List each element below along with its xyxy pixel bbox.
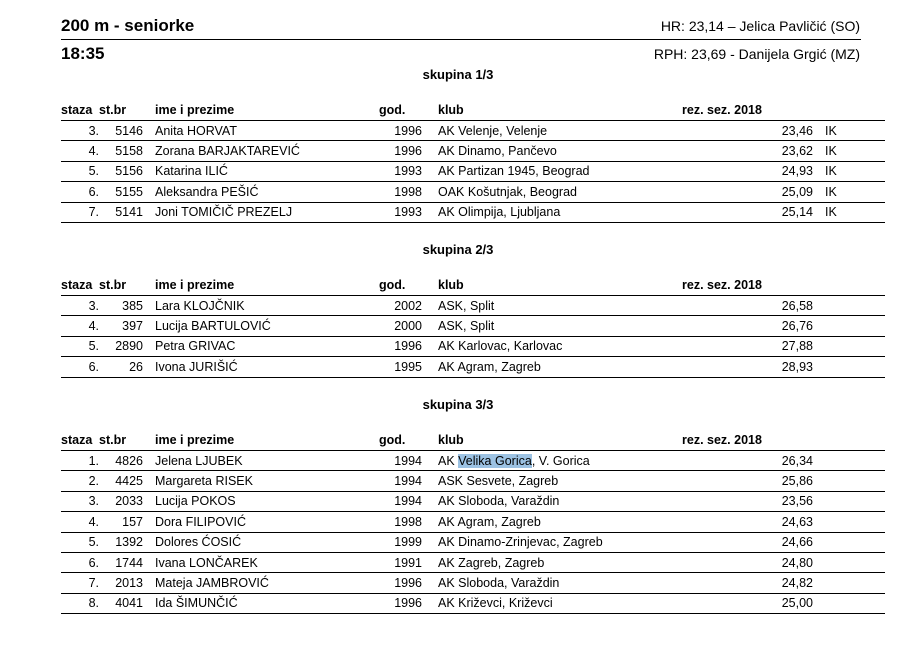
cell-stbr: 5146 bbox=[115, 123, 143, 138]
cell-god: 1998 bbox=[394, 184, 422, 199]
cell-stbr: 5155 bbox=[115, 184, 143, 199]
cell-note: IK bbox=[825, 184, 837, 199]
table-row bbox=[61, 202, 885, 222]
national-record: HR: 23,14 – Jelica Pavličić (SO) bbox=[660, 18, 860, 34]
cell-god: 1999 bbox=[394, 535, 422, 550]
column-header-rez: rez. sez. 2018 bbox=[682, 433, 762, 447]
cell-klub: AK Dinamo-Zrinjevac, Zagreb bbox=[438, 535, 603, 550]
cell-note bbox=[813, 451, 885, 471]
cell-note bbox=[813, 573, 885, 593]
cell-god: 2002 bbox=[394, 298, 422, 313]
heat-title: skupina 3/3 bbox=[422, 397, 494, 412]
table-row bbox=[61, 512, 885, 532]
table-row bbox=[61, 182, 885, 202]
cell-klub: AK Olimpija, Ljubljana bbox=[438, 205, 561, 220]
cell-klub: AK Agram, Zagreb bbox=[438, 359, 541, 374]
cell-god: 1996 bbox=[394, 576, 422, 591]
cell-ime: Zorana BARJAKTAREVIĆ bbox=[155, 144, 300, 159]
cell-stbr: 4425 bbox=[115, 474, 143, 489]
column-header-ime: ime i prezime bbox=[155, 103, 235, 117]
table-row bbox=[61, 357, 885, 377]
cell-note: IK bbox=[825, 144, 837, 159]
heat-table bbox=[61, 100, 885, 223]
cell-ime: Lara KLOJČNIK bbox=[155, 298, 245, 313]
cell-ime: Dolores ĆOSIĆ bbox=[155, 535, 242, 550]
cell-rez: 25,09 bbox=[781, 184, 813, 199]
cell-klub: ASK Sesvete, Zagreb bbox=[438, 474, 559, 489]
cell-note bbox=[813, 471, 885, 491]
cell-stbr: 2013 bbox=[115, 576, 143, 591]
table-header-row bbox=[61, 430, 885, 451]
header-divider bbox=[61, 39, 861, 40]
column-header-rez: rez. sez. 2018 bbox=[682, 103, 762, 117]
cell-note: IK bbox=[825, 164, 837, 179]
cell-rez: 24,82 bbox=[781, 576, 813, 591]
cell-staza: 4. bbox=[88, 514, 99, 529]
cell-staza: 6. bbox=[88, 184, 99, 199]
cell-ime: Aleksandra PEŠIĆ bbox=[155, 184, 259, 199]
column-header-ime: ime i prezime bbox=[155, 433, 235, 447]
column-header-rez: rez. sez. 2018 bbox=[682, 278, 762, 292]
cell-staza: 6. bbox=[88, 359, 99, 374]
column-header-god: god. bbox=[379, 433, 406, 447]
column-header-klub: klub bbox=[438, 433, 464, 447]
column-header-note bbox=[813, 100, 885, 121]
heat-title: skupina 1/3 bbox=[422, 67, 494, 82]
cell-ime: Jelena LJUBEK bbox=[155, 453, 243, 468]
cell-stbr: 4826 bbox=[115, 453, 143, 468]
cell-rez: 23,56 bbox=[781, 494, 813, 509]
cell-god: 1994 bbox=[394, 453, 422, 468]
column-header-ime: ime i prezime bbox=[155, 278, 235, 292]
cell-god: 1994 bbox=[394, 494, 422, 509]
cell-note bbox=[813, 593, 885, 613]
table-row bbox=[61, 552, 885, 572]
cell-rez: 27,88 bbox=[781, 339, 813, 354]
cell-klub: AK Agram, Zagreb bbox=[438, 514, 541, 529]
table-row bbox=[61, 316, 885, 336]
cell-stbr: 1744 bbox=[115, 555, 143, 570]
table-row bbox=[61, 121, 885, 141]
cell-staza: 1. bbox=[88, 453, 99, 468]
cell-god: 1996 bbox=[394, 144, 422, 159]
table-header-row bbox=[61, 100, 885, 121]
meet-record: RPH: 23,69 - Danijela Grgić (MZ) bbox=[653, 46, 860, 62]
cell-ime: Petra GRIVAC bbox=[155, 339, 236, 354]
cell-note bbox=[813, 357, 885, 377]
cell-god: 2000 bbox=[394, 319, 422, 334]
column-header-stbr: st.br bbox=[99, 103, 127, 117]
column-header-god: god. bbox=[379, 278, 406, 292]
table-row bbox=[61, 451, 885, 471]
table-row bbox=[61, 491, 885, 511]
cell-stbr: 2033 bbox=[115, 494, 143, 509]
cell-staza: 4. bbox=[88, 144, 99, 159]
cell-staza: 7. bbox=[88, 576, 99, 591]
cell-ime: Ida ŠIMUNČIĆ bbox=[155, 596, 238, 611]
table-row bbox=[61, 296, 885, 316]
cell-ime: Ivona JURIŠIĆ bbox=[155, 359, 238, 374]
cell-rez: 24,93 bbox=[781, 164, 813, 179]
cell-god: 1996 bbox=[394, 123, 422, 138]
table-row bbox=[61, 141, 885, 161]
table-row bbox=[61, 573, 885, 593]
column-header-stbr: st.br bbox=[99, 433, 127, 447]
cell-staza: 3. bbox=[88, 298, 99, 313]
cell-god: 1995 bbox=[394, 359, 422, 374]
event-title: 200 m - seniorke bbox=[61, 16, 195, 35]
cell-staza: 5. bbox=[88, 164, 99, 179]
cell-stbr: 5156 bbox=[115, 164, 143, 179]
club-text-after: , V. Gorica bbox=[531, 453, 590, 468]
heat-title: skupina 2/3 bbox=[422, 242, 494, 257]
cell-god: 1998 bbox=[394, 514, 422, 529]
cell-klub: AK Sloboda, Varaždin bbox=[438, 576, 560, 591]
column-header-note bbox=[813, 275, 885, 296]
cell-note bbox=[813, 336, 885, 356]
cell-ime: Lucija BARTULOVIĆ bbox=[155, 319, 271, 334]
heat-table bbox=[61, 430, 885, 614]
column-header-staza: staza bbox=[61, 433, 93, 447]
cell-stbr: 397 bbox=[122, 319, 143, 334]
cell-stbr: 157 bbox=[122, 514, 143, 529]
cell-staza: 2. bbox=[88, 474, 99, 489]
cell-note: IK bbox=[825, 205, 837, 220]
cell-rez: 26,76 bbox=[781, 319, 813, 334]
cell-note bbox=[813, 552, 885, 572]
cell-rez: 23,46 bbox=[781, 123, 813, 138]
cell-staza: 4. bbox=[88, 319, 99, 334]
cell-note: IK bbox=[825, 123, 837, 138]
table-header-row bbox=[61, 275, 885, 296]
cell-rez: 25,00 bbox=[781, 596, 813, 611]
column-header-klub: klub bbox=[438, 103, 464, 117]
cell-ime: Dora FILIPOVIĆ bbox=[155, 514, 246, 529]
column-header-god: god. bbox=[379, 103, 406, 117]
column-header-klub: klub bbox=[438, 278, 464, 292]
cell-klub: AK Zagreb, Zagreb bbox=[438, 555, 545, 570]
cell-stbr: 5141 bbox=[115, 205, 143, 220]
cell-ime: Mateja JAMBROVIĆ bbox=[155, 576, 269, 591]
table-row bbox=[61, 336, 885, 356]
cell-rez: 28,93 bbox=[781, 359, 813, 374]
cell-ime: Anita HORVAT bbox=[155, 123, 237, 138]
cell-klub bbox=[422, 451, 682, 471]
cell-rez: 26,58 bbox=[781, 298, 813, 313]
cell-staza: 7. bbox=[88, 205, 99, 220]
cell-rez: 25,86 bbox=[781, 474, 813, 489]
column-header-staza: staza bbox=[61, 103, 93, 117]
event-time: 18:35 bbox=[61, 44, 105, 63]
cell-stbr: 385 bbox=[122, 298, 143, 313]
cell-staza: 3. bbox=[88, 123, 99, 138]
cell-klub: ASK, Split bbox=[438, 298, 495, 313]
cell-ime: Katarina ILIĆ bbox=[155, 164, 228, 179]
cell-klub: AK Karlovac, Karlovac bbox=[438, 339, 563, 354]
cell-note bbox=[813, 491, 885, 511]
cell-staza: 5. bbox=[88, 339, 99, 354]
cell-rez: 24,80 bbox=[781, 555, 813, 570]
cell-staza: 6. bbox=[88, 555, 99, 570]
heat-table bbox=[61, 275, 885, 378]
cell-rez: 25,14 bbox=[781, 205, 813, 220]
cell-note bbox=[813, 316, 885, 336]
cell-ime: Lucija POKOS bbox=[155, 494, 236, 509]
cell-note bbox=[813, 532, 885, 552]
cell-note bbox=[813, 296, 885, 316]
cell-god: 1993 bbox=[394, 164, 422, 179]
club-text-before: AK bbox=[438, 453, 459, 468]
cell-god: 1994 bbox=[394, 474, 422, 489]
cell-stbr: 5158 bbox=[115, 144, 143, 159]
table-row bbox=[61, 471, 885, 491]
cell-rez: 24,66 bbox=[781, 535, 813, 550]
cell-klub: AK Velenje, Velenje bbox=[438, 123, 548, 138]
cell-klub: AK Partizan 1945, Beograd bbox=[438, 164, 590, 179]
cell-ime: Margareta RISEK bbox=[155, 474, 253, 489]
cell-klub: AK Dinamo, Pančevo bbox=[438, 144, 557, 159]
cell-klub: AK Križevci, Križevci bbox=[438, 596, 553, 611]
cell-rez: 24,63 bbox=[781, 514, 813, 529]
selected-text[interactable]: Velika Gorica bbox=[458, 453, 532, 468]
cell-staza: 3. bbox=[88, 494, 99, 509]
cell-stbr: 2890 bbox=[115, 339, 143, 354]
table-row bbox=[61, 532, 885, 552]
cell-stbr: 4041 bbox=[115, 596, 143, 611]
cell-note bbox=[813, 512, 885, 532]
table-row bbox=[61, 593, 885, 613]
cell-stbr: 26 bbox=[129, 359, 143, 374]
cell-stbr: 1392 bbox=[115, 535, 143, 550]
column-header-note bbox=[813, 430, 885, 451]
cell-klub: OAK Košutnjak, Beograd bbox=[438, 184, 577, 199]
cell-ime: Ivana LONČAREK bbox=[155, 555, 258, 570]
cell-staza: 8. bbox=[88, 596, 99, 611]
column-header-staza: staza bbox=[61, 278, 93, 292]
cell-staza: 5. bbox=[88, 535, 99, 550]
cell-ime: Joni TOMIČIČ PREZELJ bbox=[155, 205, 293, 220]
cell-rez: 26,34 bbox=[781, 453, 813, 468]
cell-god: 1993 bbox=[394, 205, 422, 220]
cell-rez: 23,62 bbox=[781, 144, 813, 159]
cell-klub: ASK, Split bbox=[438, 319, 495, 334]
column-header-stbr: st.br bbox=[99, 278, 127, 292]
cell-klub: AK Sloboda, Varaždin bbox=[438, 494, 560, 509]
cell-god: 1996 bbox=[394, 596, 422, 611]
table-row bbox=[61, 161, 885, 181]
cell-god: 1991 bbox=[394, 555, 422, 570]
cell-god: 1996 bbox=[394, 339, 422, 354]
